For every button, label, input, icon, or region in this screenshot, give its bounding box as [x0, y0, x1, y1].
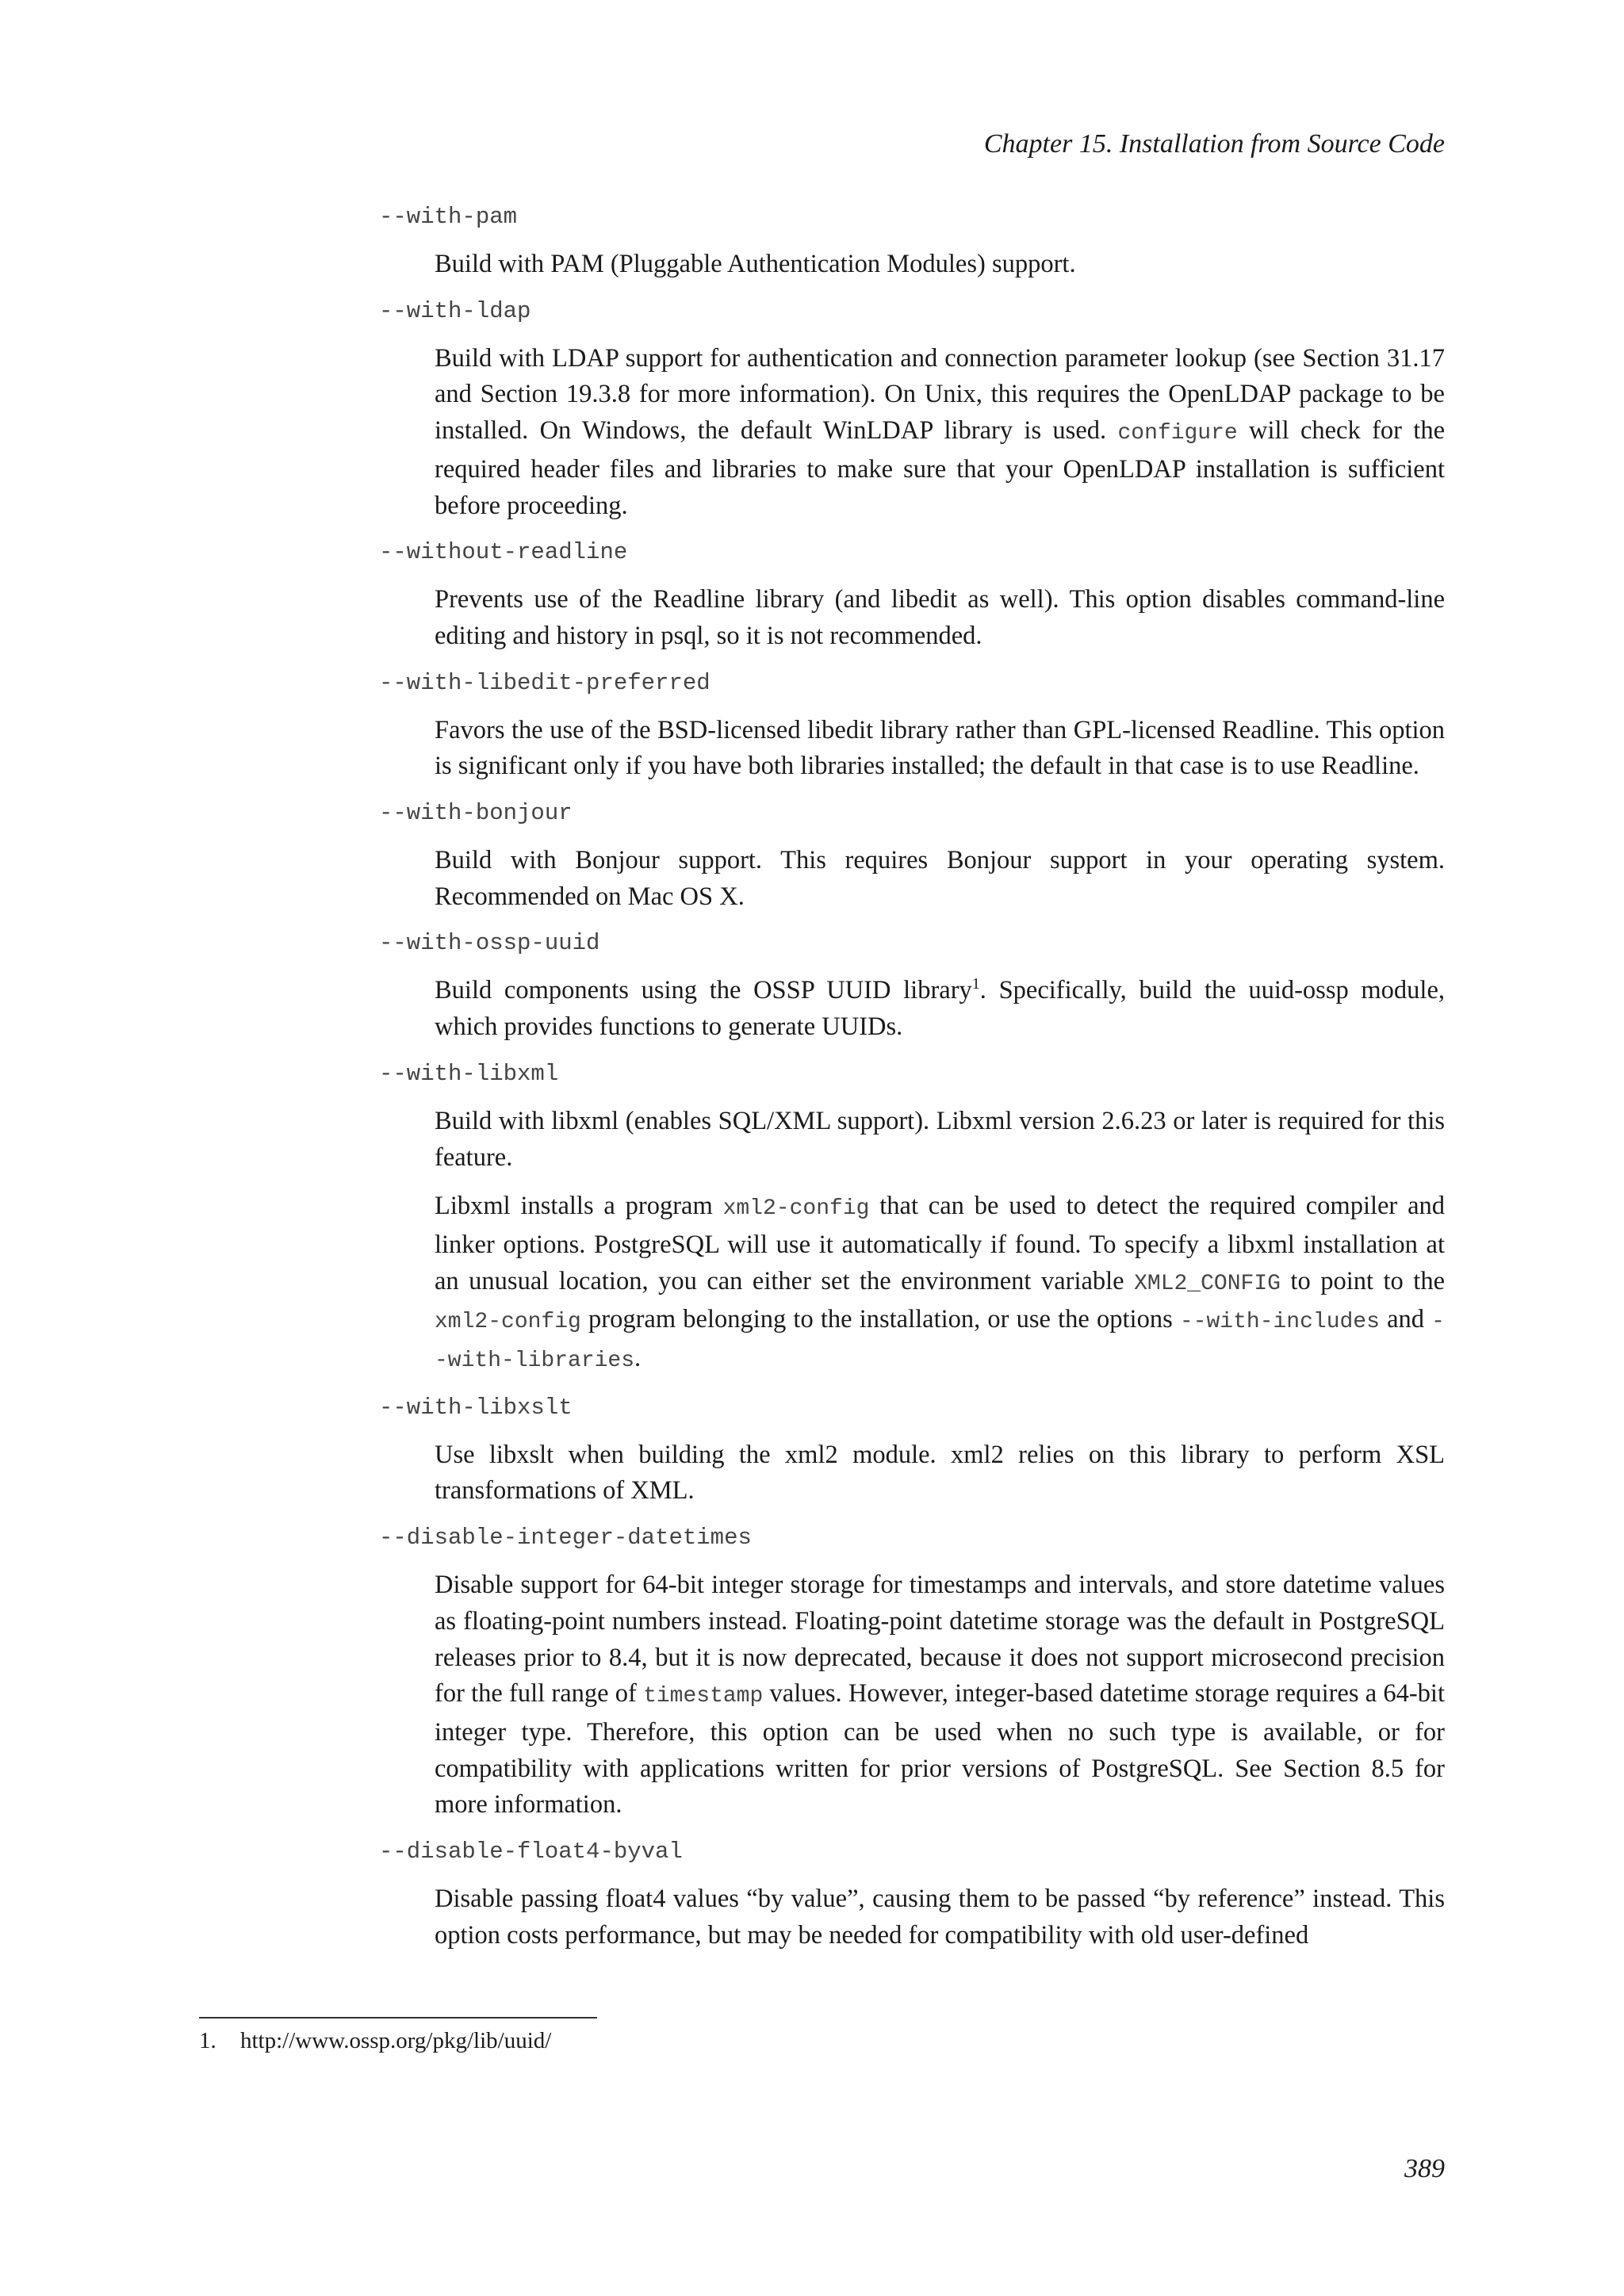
- text-run: Build components using the OSSP UUID library: [435, 976, 972, 1005]
- option-term: --with-libxml: [379, 1060, 559, 1087]
- page-number: 389: [1404, 2154, 1445, 2183]
- description-paragraph: [435, 1567, 1445, 1823]
- option-description: [435, 713, 1445, 785]
- option-term: --with-libxslt: [379, 1394, 573, 1421]
- option-description: [435, 1104, 1445, 1380]
- text-run: Prevents use of the Readline library (and libedit as well). This option disables command-line editing and history in psql, so it is not recommended.: [435, 585, 1445, 650]
- text-run: values. However, integer-based datetime storage requires a 64-bit integer type. Therefore, this option can be used when no such type is available, or for compatibility with applications written for prior versions of PostgreSQL. See Section 8.5 for more information.: [435, 1679, 1445, 1820]
- description-paragraph: [435, 582, 1445, 654]
- inline-code: configure: [1117, 421, 1238, 446]
- inline-code: xml2-config: [435, 1310, 581, 1335]
- inline-code: --with-includes: [1179, 1310, 1380, 1335]
- text-run: and: [1379, 1305, 1432, 1334]
- description-paragraph: [435, 713, 1445, 785]
- description-paragraph: [435, 341, 1445, 525]
- footnote-url[interactable]: http://www.ossp.org/pkg/lib/uuid/: [240, 2028, 552, 2053]
- footnote-reference[interactable]: 1: [971, 975, 980, 993]
- text-run: program belonging to the installation, or use the options: [580, 1305, 1180, 1334]
- option-description: [435, 341, 1445, 525]
- text-run: Disable support for 64-bit integer storage for timestamps and intervals, and store datetime values as floating-point numbers instead. Floating-point datetime storage was the default in PostgreSQL releases prior to 8.4, but it is now deprecated, because it does not support microsecond precision for the full range of: [435, 1571, 1445, 1709]
- text-run: . Specifically, build the uuid-ossp module, which provides functions to generate UUIDs.: [435, 976, 1445, 1042]
- option-description: [435, 247, 1445, 283]
- description-paragraph: [435, 1437, 1445, 1510]
- option-description: [435, 1437, 1445, 1510]
- text-run: to point to the: [1280, 1266, 1445, 1295]
- text-run: Build with PAM (Pluggable Authentication Modules) support.: [435, 250, 1076, 278]
- text-run: that can be used to detect the required compiler and linker options. PostgreSQL will use it automatically if found. To specify a libxml installation at an unusual location, you can either set the environment variable: [435, 1192, 1445, 1295]
- description-paragraph: [435, 1104, 1445, 1176]
- text-run: Libxml installs a program: [435, 1192, 723, 1221]
- text-run: Disable passing float4 values “by value”, causing them to be passed “by reference” instead. This option costs performance, but may be needed for compatibility with old user-defined: [435, 1885, 1445, 1950]
- text-run: Build with libxml (enables SQL/XML support). Libxml version 2.6.23 or later is required for this feature.: [435, 1106, 1445, 1172]
- option-list: [379, 201, 1445, 1967]
- footnote-number: 1.: [199, 2028, 216, 2053]
- option-description: [435, 843, 1445, 915]
- option-term: --with-ossp-uuid: [379, 930, 600, 957]
- footnote-divider: [199, 2017, 597, 2019]
- option-description: [435, 1567, 1445, 1823]
- text-run: Build with LDAP support for authentication and connection parameter lookup (see Section 31.17 and Section 19.3.8 for more information). On Unix, this requires the OpenLDAP package to be installed. On Windows, the default WinLDAP library is used.: [435, 343, 1445, 446]
- text-run: Favors the use of the BSD-licensed libedit library rather than GPL-licensed Readline. This option is significant only if you have both libraries installed; the default in that case is to use Readline.: [435, 715, 1445, 781]
- option-term: --with-pam: [379, 204, 518, 230]
- inline-code: xml2-config: [722, 1196, 870, 1222]
- option-term: --disable-float4-byval: [379, 1839, 683, 1866]
- inline-code: XML2_CONFIG: [1134, 1271, 1281, 1296]
- description-paragraph: [435, 843, 1445, 915]
- description-paragraph: [435, 247, 1445, 283]
- option-term: --with-libedit-preferred: [379, 669, 710, 696]
- option-term: --with-ldap: [379, 297, 531, 324]
- inline-code: timestamp: [643, 1684, 764, 1709]
- footnote: [199, 2026, 551, 2055]
- description-paragraph: [435, 1881, 1445, 1954]
- option-term: --with-bonjour: [379, 800, 573, 827]
- description-paragraph: [435, 1188, 1445, 1380]
- inline-code: --with-libraries: [435, 1310, 1445, 1374]
- text-run: will check for the required header files and libraries to make sure that your OpenLDAP installation is sufficient before proceeding.: [435, 416, 1445, 520]
- text-run: Build with Bonjour support. This requires Bonjour support in your operating system. Recommended on Mac OS X.: [435, 846, 1445, 911]
- option-description: [435, 1881, 1445, 1954]
- text-run: .: [634, 1344, 642, 1373]
- option-term: --disable-integer-datetimes: [379, 1525, 752, 1552]
- running-header: Chapter 15. Installation from Source Code: [983, 129, 1445, 159]
- option-description: [435, 973, 1445, 1045]
- option-description: [435, 582, 1445, 654]
- text-run: Use libxslt when building the xml2 module. xml2 relies on this library to perform XSL transformations of XML.: [435, 1440, 1445, 1506]
- option-term: --without-readline: [379, 539, 628, 566]
- description-paragraph: [435, 973, 1445, 1045]
